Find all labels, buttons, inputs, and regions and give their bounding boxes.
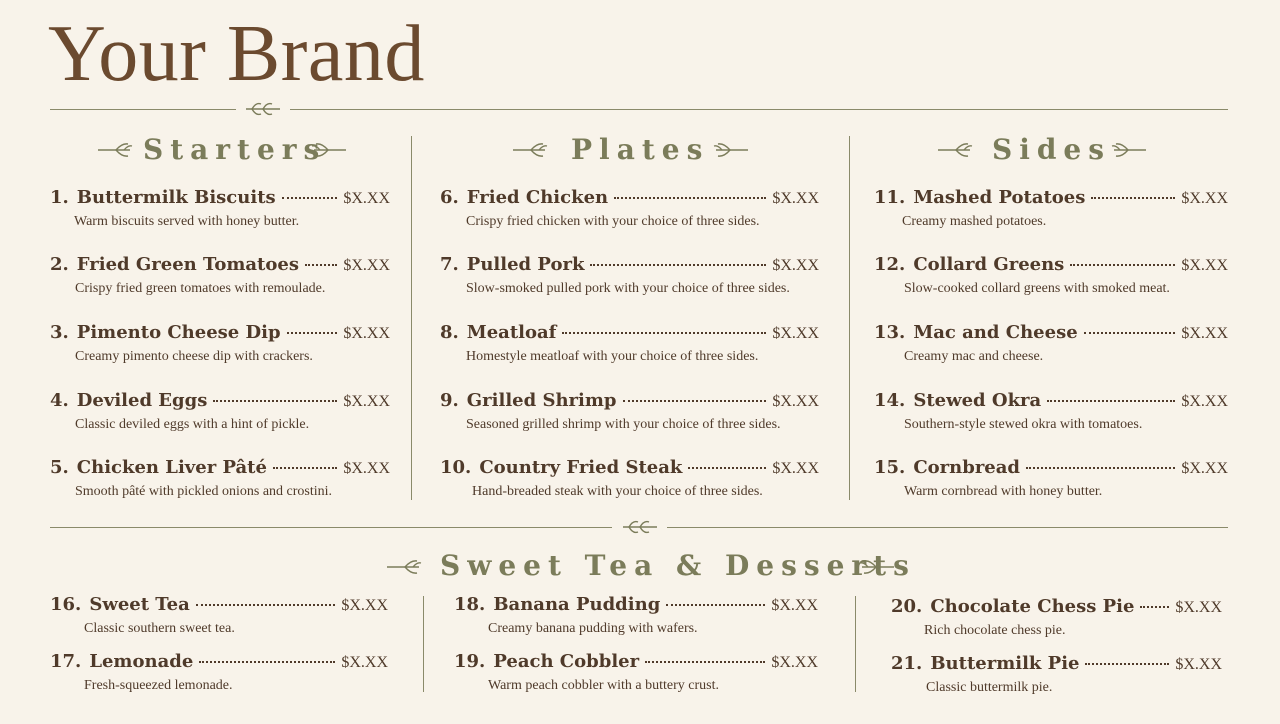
sprig-right-icon: [858, 557, 894, 577]
item-number: 15.: [874, 457, 906, 478]
item-price: $X.XX: [343, 325, 390, 342]
desserts-title: Sweet Tea & Desserts: [440, 549, 916, 582]
item-number: 11.: [874, 187, 906, 208]
dot-leader: [305, 264, 337, 266]
item-name: Mac and Cheese: [913, 322, 1078, 343]
item-number: 18.: [454, 594, 486, 615]
menu-item-starters-2: [50, 254, 390, 297]
menu-item-starters-3: [50, 322, 390, 365]
item-price: $X.XX: [343, 393, 390, 410]
item-name: Chicken Liver Pâté: [76, 457, 267, 478]
item-name: Stewed Okra: [913, 390, 1042, 411]
item-description: Seasoned grilled shrimp with your choice of three sides.: [466, 417, 781, 432]
item-number: 14.: [874, 390, 906, 411]
sprig-left-icon: [98, 140, 134, 160]
item-description: Classic deviled eggs with a hint of pickle.: [75, 417, 310, 432]
column-divider-3: [423, 596, 424, 692]
item-price: $X.XX: [772, 393, 819, 410]
middle-divider-left: [50, 527, 612, 528]
item-number: 10.: [440, 457, 472, 478]
item-number: 17.: [50, 651, 82, 672]
item-name: Deviled Eggs: [76, 390, 208, 411]
item-description: Crispy fried green tomatoes with remoulade.: [75, 281, 326, 296]
item-name: Fried Green Tomatoes: [76, 254, 299, 275]
item-price: $X.XX: [772, 257, 819, 274]
item-price: $X.XX: [1181, 190, 1228, 207]
dot-leader: [1085, 663, 1169, 665]
item-number: 20.: [891, 596, 923, 617]
item-number: 1.: [50, 187, 69, 208]
item-description: Warm peach cobbler with a buttery crust.: [488, 678, 719, 693]
item-name: Pimento Cheese Dip: [76, 322, 281, 343]
item-number: 2.: [50, 254, 69, 275]
item-description: Warm biscuits served with honey butter.: [74, 214, 300, 229]
menu-item-sides-12: [874, 254, 1228, 297]
starters-title: Starters: [143, 133, 327, 166]
menu-item-desserts-20: [891, 596, 1222, 639]
dot-leader: [273, 467, 337, 469]
menu-item-desserts-19: [454, 651, 818, 694]
menu-item-desserts-18: [454, 594, 818, 637]
leaf-divider-icon: [621, 518, 659, 536]
sprig-right-icon: [712, 140, 748, 160]
item-price: $X.XX: [343, 257, 390, 274]
item-description: Creamy mashed potatoes.: [902, 214, 1047, 229]
menu-item-sides-15: [874, 457, 1228, 500]
item-description: Warm cornbread with honey butter.: [904, 484, 1103, 499]
item-price: $X.XX: [772, 190, 819, 207]
item-name: Pulled Pork: [466, 254, 585, 275]
item-price: $X.XX: [1181, 393, 1228, 410]
item-number: 19.: [454, 651, 486, 672]
item-name: Lemonade: [89, 651, 194, 672]
column-divider-4: [855, 596, 856, 692]
sprig-left-icon: [387, 557, 423, 577]
menu-item-starters-4: [50, 390, 390, 433]
column-divider-1: [411, 136, 412, 500]
item-description: Smooth pâté with pickled onions and crostini.: [75, 484, 333, 499]
dot-leader: [282, 197, 338, 199]
dot-leader: [213, 400, 337, 402]
item-description: Slow-cooked collard greens with smoked meat.: [904, 281, 1170, 296]
item-name: Peach Cobbler: [493, 651, 640, 672]
item-description: Slow-smoked pulled pork with your choice of three sides.: [466, 281, 790, 296]
item-number: 6.: [440, 187, 459, 208]
item-price: $X.XX: [343, 460, 390, 477]
item-price: $X.XX: [1175, 599, 1222, 616]
menu-item-sides-13: [874, 322, 1228, 365]
brand-title: Your Brand: [48, 10, 425, 98]
item-name: Chocolate Chess Pie: [930, 596, 1135, 617]
top-divider-left: [50, 109, 236, 110]
item-number: 21.: [891, 653, 923, 674]
item-description: Homestyle meatloaf with your choice of three sides.: [466, 349, 759, 364]
item-name: Collard Greens: [913, 254, 1065, 275]
item-description: Fresh-squeezed lemonade.: [84, 678, 233, 693]
item-price: $X.XX: [343, 190, 390, 207]
sprig-right-icon: [1110, 140, 1146, 160]
item-description: Classic southern sweet tea.: [84, 621, 235, 636]
menu-item-plates-8: [440, 322, 819, 365]
menu-item-desserts-17: [50, 651, 388, 694]
item-price: $X.XX: [341, 597, 388, 614]
menu-item-sides-11: [874, 187, 1228, 230]
menu-item-plates-7: [440, 254, 819, 297]
item-name: Sweet Tea: [89, 594, 190, 615]
dot-leader: [287, 332, 338, 334]
dot-leader: [1091, 197, 1175, 199]
item-name: Banana Pudding: [493, 594, 661, 615]
sprig-right-icon: [310, 140, 346, 160]
item-number: 12.: [874, 254, 906, 275]
sides-title: Sides: [992, 133, 1112, 166]
leaf-divider-icon: [244, 100, 282, 118]
item-name: Fried Chicken: [466, 187, 609, 208]
item-number: 3.: [50, 322, 69, 343]
item-number: 7.: [440, 254, 459, 275]
dot-leader: [614, 197, 766, 199]
item-description: Crispy fried chicken with your choice of three sides.: [466, 214, 760, 229]
item-price: $X.XX: [1175, 656, 1222, 673]
dot-leader: [199, 661, 335, 663]
menu-item-starters-5: [50, 457, 390, 500]
item-price: $X.XX: [772, 460, 819, 477]
item-number: 8.: [440, 322, 459, 343]
item-description: Hand-breaded steak with your choice of three sides.: [472, 484, 763, 499]
item-number: 16.: [50, 594, 82, 615]
dot-leader: [1070, 264, 1175, 266]
dot-leader: [1084, 332, 1176, 334]
item-name: Mashed Potatoes: [913, 187, 1086, 208]
dot-leader: [1140, 606, 1169, 608]
item-price: $X.XX: [771, 654, 818, 671]
item-name: Buttermilk Pie: [930, 653, 1080, 674]
item-price: $X.XX: [1181, 460, 1228, 477]
dot-leader: [562, 332, 766, 334]
dot-leader: [1026, 467, 1175, 469]
top-divider-right: [290, 109, 1228, 110]
item-price: $X.XX: [1181, 325, 1228, 342]
item-price: $X.XX: [771, 597, 818, 614]
item-description: Creamy banana pudding with wafers.: [488, 621, 698, 636]
item-name: Country Fried Steak: [479, 457, 683, 478]
item-description: Creamy mac and cheese.: [904, 349, 1044, 364]
sprig-left-icon: [513, 140, 549, 160]
dot-leader: [688, 467, 766, 469]
dot-leader: [645, 661, 765, 663]
item-price: $X.XX: [1181, 257, 1228, 274]
menu-item-desserts-21: [891, 653, 1222, 696]
item-price: $X.XX: [341, 654, 388, 671]
menu-item-starters-1: [50, 187, 390, 230]
menu-item-plates-6: [440, 187, 819, 230]
menu-item-plates-9: [440, 390, 819, 433]
item-description: Classic buttermilk pie.: [926, 680, 1053, 695]
item-description: Creamy pimento cheese dip with crackers.: [75, 349, 313, 364]
item-price: $X.XX: [772, 325, 819, 342]
menu-item-sides-14: [874, 390, 1228, 433]
item-number: 9.: [440, 390, 459, 411]
item-number: 5.: [50, 457, 69, 478]
dot-leader: [1047, 400, 1175, 402]
middle-divider-right: [667, 527, 1228, 528]
sprig-left-icon: [938, 140, 974, 160]
dot-leader: [196, 604, 336, 606]
item-name: Grilled Shrimp: [466, 390, 617, 411]
item-name: Meatloaf: [466, 322, 557, 343]
dot-leader: [623, 400, 767, 402]
menu-item-desserts-16: [50, 594, 388, 637]
item-description: Southern-style stewed okra with tomatoes.: [904, 417, 1143, 432]
dot-leader: [590, 264, 766, 266]
item-description: Rich chocolate chess pie.: [924, 623, 1066, 638]
column-divider-2: [849, 136, 850, 500]
dot-leader: [666, 604, 765, 606]
menu-item-plates-10: [440, 457, 819, 500]
item-name: Cornbread: [913, 457, 1021, 478]
item-name: Buttermilk Biscuits: [76, 187, 276, 208]
item-number: 4.: [50, 390, 69, 411]
item-number: 13.: [874, 322, 906, 343]
plates-title: Plates: [571, 133, 710, 166]
